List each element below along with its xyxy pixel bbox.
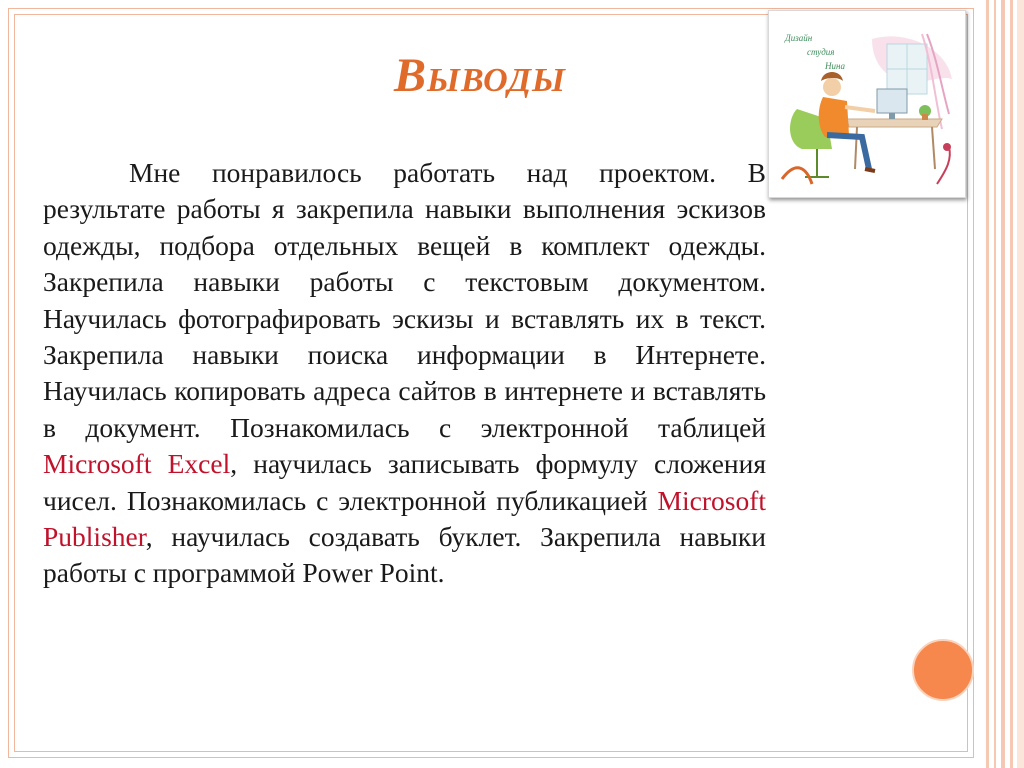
conclusion-paragraph: [43, 155, 766, 592]
designer-illustration: [768, 10, 966, 198]
slide-title: Выводы: [394, 49, 566, 102]
paragraph-text-3: , научилась создавать буклет. Закрепила навыки работы с программой Power Point.: [43, 521, 766, 589]
decorative-circle: [912, 639, 974, 701]
highlight-excel: Microsoft Excel: [43, 448, 231, 480]
svg-text:Нина: Нина: [825, 61, 845, 71]
decorative-stripe: [994, 0, 996, 768]
designer-at-desk-illustration-icon: [777, 19, 957, 189]
paragraph-text-1: Мне понравилось работать над проектом. В результате работы я закрепила навыки выполнения эскизов одежды, подбора отдельных вещей в комплект одежды. Закрепила навыки работы с текстовым документом. Научилась фотографировать эскизы и вставлять их в текст. Закрепила навыки поиска информации в Интернете. Научилась копировать адреса сайтов в интернете и вставлять в документ. Познакомилась с электронной таблицей: [43, 157, 766, 443]
decorative-stripe: [1001, 0, 1005, 768]
decorative-stripe: [1017, 0, 1024, 768]
decorative-stripe: [1010, 0, 1013, 768]
svg-text:студия: студия: [807, 47, 835, 57]
highlight-publisher: Microsoft Publisher: [43, 484, 766, 553]
decorative-stripe: [986, 0, 989, 768]
svg-text:Дизайн: Дизайн: [785, 33, 813, 43]
paragraph-text-2: , научилась записывать формулу сложения чисел. Познакомилась с электронной публикацией: [43, 448, 766, 516]
